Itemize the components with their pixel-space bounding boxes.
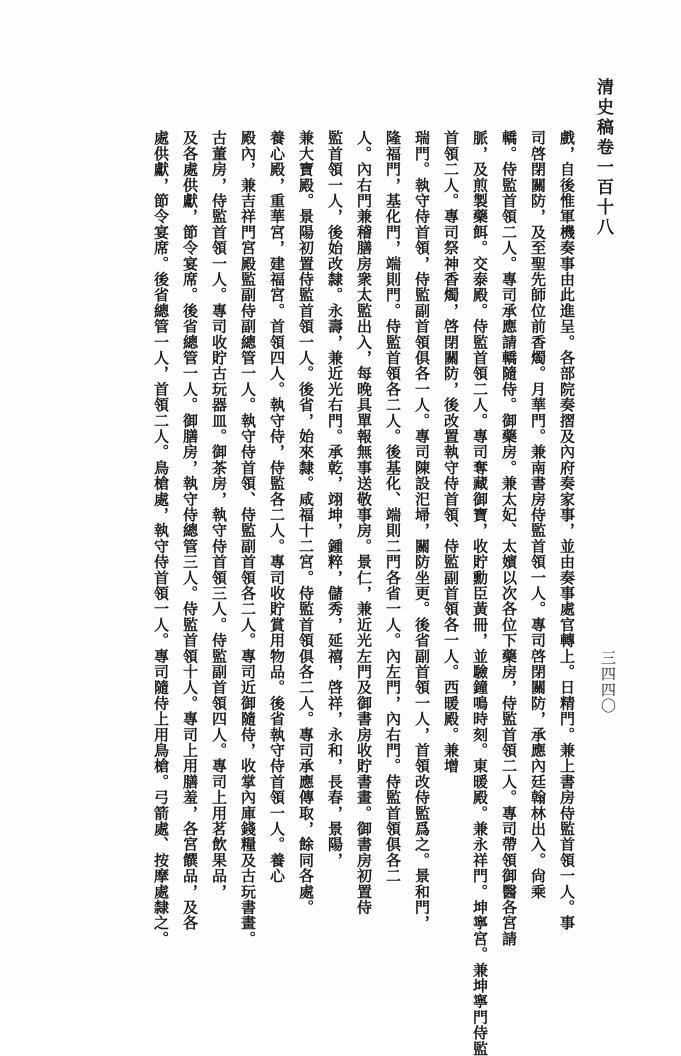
text-column: 轎。侍監首領二人。專司承應請轎隨侍。御藥房。兼太妃、太嬪以次各位下藥房，侍監首領二人。專司帶領御醫各宮請	[500, 130, 518, 947]
text-column: 司啓閉關防，及至聖先師位前香燭。月華門。兼南書房侍監首領一人。專司啓閉關防，承應內廷翰林出入。尙乘	[529, 130, 547, 900]
text-column: 隆福門，基化門，端則門。侍監首領各二人。後基化、端則二門各省一人。內左門，內右門。侍監首領俱各二	[384, 130, 402, 884]
text-column: 脈，及煎製藥餌。交泰殿。侍監首領二人。專司奪藏御寶，收貯勳臣黃冊，並驗鐘鳴時刻。東暖殿。兼永祥門。坤寧宮。兼坤寧門侍監	[471, 130, 489, 1056]
running-head: 清史稿卷一百十八	[593, 78, 613, 238]
text-column: 古董房，侍監首領一人。專司收貯古玩器皿。御茶房，執守侍首領三人。侍監副首領四人。專司上用茗飲果品，	[210, 130, 228, 900]
text-column: 處供獻，節令宴席。後省總管一人，首領二人。鳥槍處，執守侍首領一人。專司隨侍上用鳥槍。弓箭處、按摩處隸之。	[152, 130, 170, 947]
page-number: 三四四〇	[599, 650, 617, 714]
text-column: 兼大寶殿。景陽初置侍監首領一人。後省，始來隸。咸福十二宮。侍監首領俱各二人。專司承應傳取，餘同各處。	[297, 130, 315, 915]
text-column: 首領二人。專司祭神香燭，啓閉關防，後改置執守侍首領、侍監副首領各一人。西暖殿。兼增	[442, 130, 460, 774]
text-column: 監首領一人，後始改隸。永壽，兼近光右門。承乾，翊坤，鍾粹，儲秀，延禧，啓祥，永和，長春，景陽，	[326, 130, 344, 868]
text-column: 殿內，兼吉祥門宮殿監副侍副總管一人。執守侍首領、侍監副首領各二人。專司近御隨侍，收掌內庫錢糧及古玩書畫。	[239, 130, 257, 947]
text-column: 瑞門。執守侍首領，侍監副首領俱各一人。專司陳設汜埽，關防坐更。後省副首領一人，首領改侍監爲之。景和門，	[413, 130, 431, 931]
text-column: 人。內右門兼稽膳房衆太監出入，每晚具單報無事送敬事房。景仁，兼近光左門及御書房收貯書畫。御書房初置侍	[355, 130, 373, 915]
text-column: 及各處供獻，節令宴席。後省總管一人。御膳房，執守侍總管三人。侍監首領十人。專司上用膳羞，各宮饌品，及各	[181, 130, 199, 931]
text-column: 戲，自後惟軍機奏事由此進呈。各部院奏摺及內府奏家事，並由奏事處官轉上。日精門。兼上書房侍監首領一人。事	[558, 130, 576, 931]
text-column: 養心殿，重華宮，建福宮。首領四人。執守侍，侍監各二人。專司收貯賞用物品。後省執守侍首領一人。養心	[268, 130, 286, 884]
